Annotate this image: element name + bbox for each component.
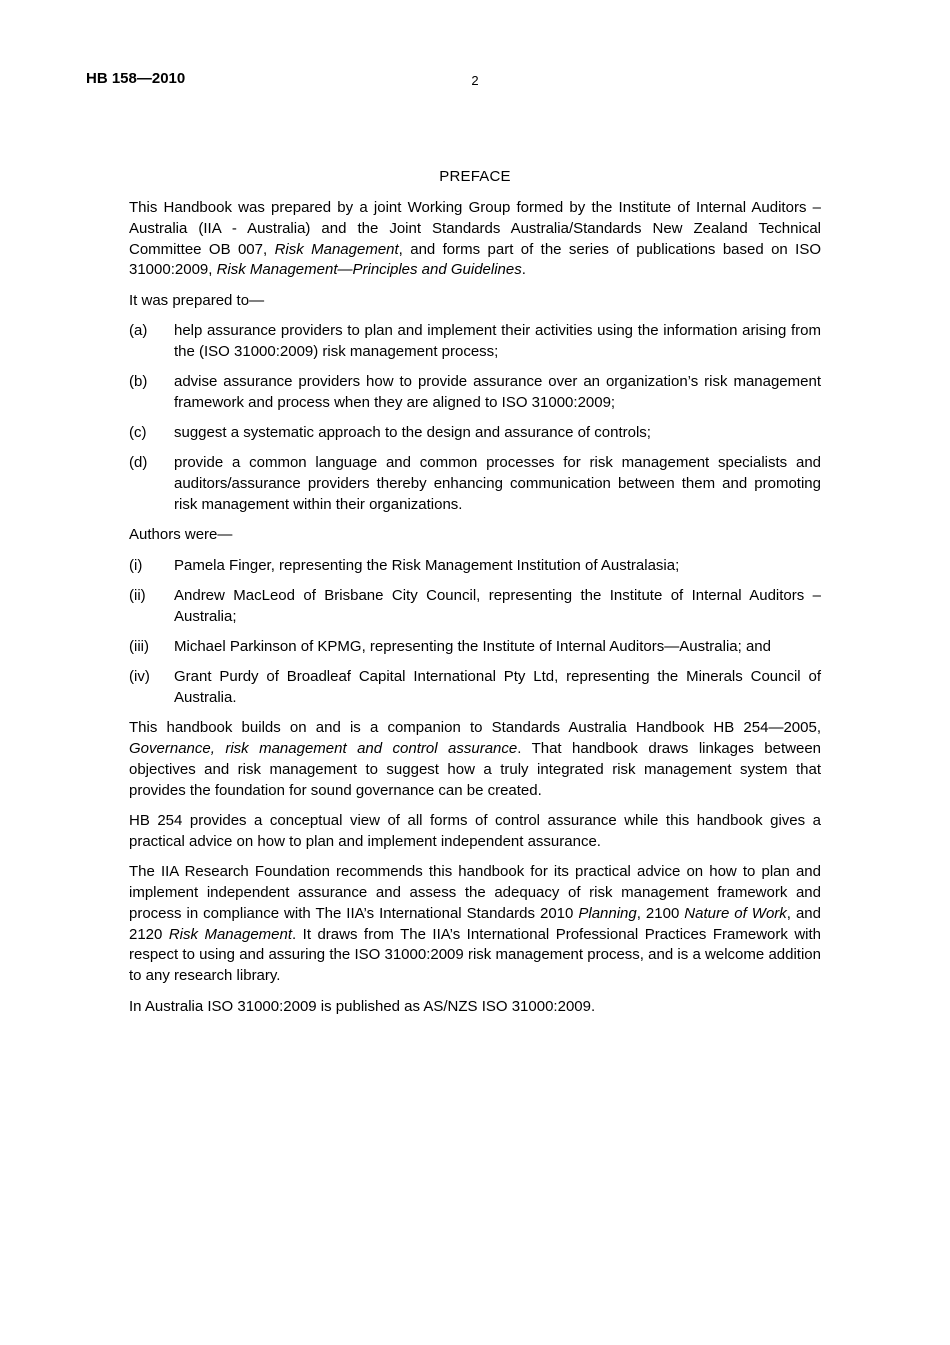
document-body [129, 198, 821, 1027]
list-item [129, 423, 821, 444]
iia-text-2: , 2100 [636, 904, 685, 922]
iia-italic-3: Risk Management [168, 925, 293, 943]
list-marker: (a) [129, 321, 148, 339]
purpose-list [129, 321, 821, 516]
list-marker: (iv) [129, 668, 150, 686]
list-item-text: Pamela Finger, representing the Risk Management Institution of Australasia; [174, 556, 680, 574]
list-item-text: Andrew MacLeod of Brisbane City Council, representing the Institute of Internal Auditors – Australia; [174, 586, 821, 625]
list-marker: (i) [129, 556, 143, 574]
intro-paragraph [129, 198, 821, 281]
companion-italic-1: Governance, risk management and control assurance [129, 740, 518, 758]
hb254-paragraph: HB 254 provides a conceptual view of all forms of control assurance while this handbook gives a practical advice on how to plan and implement independent assurance. [129, 812, 821, 850]
list-item [129, 667, 821, 709]
iia-paragraph [129, 862, 821, 987]
list-marker: (d) [129, 454, 148, 472]
list-item [129, 586, 821, 628]
page-title: PREFACE [439, 168, 511, 185]
intro-text-2: , and forms part of the series of publications based on ISO 31000:2009, [129, 240, 821, 279]
list-item-text: Michael Parkinson of KPMG, representing the Institute of Internal Auditors—Australia; and [174, 638, 771, 656]
iia-text-4: . It draws from The IIA’s International Professional Practices Framework with respect to using and assuring the ISO 31000:2009 risk management process, and is a welcome addition to any research library. [129, 925, 821, 985]
list-item [129, 372, 821, 414]
list-item-text: suggest a systematic approach to the design and assurance of controls; [174, 424, 651, 442]
list-item-text: Grant Purdy of Broadleaf Capital International Pty Ltd, representing the Minerals Council of Australia. [174, 668, 821, 707]
prepared-lead: It was prepared to— [129, 291, 265, 309]
list-item-text: provide a common language and common processes for risk management specialists and auditors/assurance providers thereby enhancing communication between them and promoting risk management within their organizations. [174, 454, 821, 514]
list-item-text: advise assurance providers how to provide assurance over an organization’s risk management framework and process when they are aligned to ISO 31000:2009; [174, 373, 821, 411]
intro-text-3: . [521, 261, 526, 279]
list-item [129, 321, 821, 363]
list-marker: (ii) [129, 586, 146, 604]
iia-text-3: , and 2120 [129, 904, 821, 943]
companion-text-1: This handbook builds on and is a companion to Standards Australia Handbook HB 254—2005, [129, 719, 821, 737]
list-item [129, 453, 821, 515]
page-number: 2 [471, 73, 479, 88]
list-marker: (b) [129, 373, 148, 391]
iia-italic-2: Nature of Work [684, 904, 787, 922]
iia-italic-1: Planning [578, 904, 637, 922]
authors-lead: Authors were— [129, 526, 233, 544]
list-item [129, 556, 821, 577]
intro-italic-2: Risk Management—Principles and Guidelines [216, 261, 522, 279]
companion-paragraph [129, 718, 821, 801]
authors-list [129, 556, 821, 709]
companion-text-2: . That handbook draws linkages between objectives and risk management to suggest how a truly integrated risk management system that provides the foundation for sound governance can be created. [129, 740, 822, 799]
list-item [129, 637, 821, 658]
list-marker: (iii) [129, 638, 149, 656]
list-marker: (c) [129, 424, 147, 442]
iia-text-1: The IIA Research Foundation recommends this handbook for its practical advice on how to plan and implement independent assurance and assess the adequacy of risk management framework and process in compliance with The IIA’s International Standards 2010 [129, 863, 821, 922]
list-item-text: help assurance providers to plan and implement their activities using the information arising from the (ISO 31000:2009) risk management process; [174, 321, 821, 360]
document-code: HB 158—2010 [86, 70, 186, 87]
closing-paragraph: In Australia ISO 31000:2009 is published as AS/NZS ISO 31000:2009. [129, 997, 596, 1015]
intro-text-1: This Handbook was prepared by a joint Working Group formed by the Institute of Internal Auditors – Australia (IIA - Australia) and the Joint Standards Australia/Standards New Zealand Technical Committee OB 007, [129, 199, 821, 258]
intro-italic-1: Risk Management [274, 240, 399, 258]
